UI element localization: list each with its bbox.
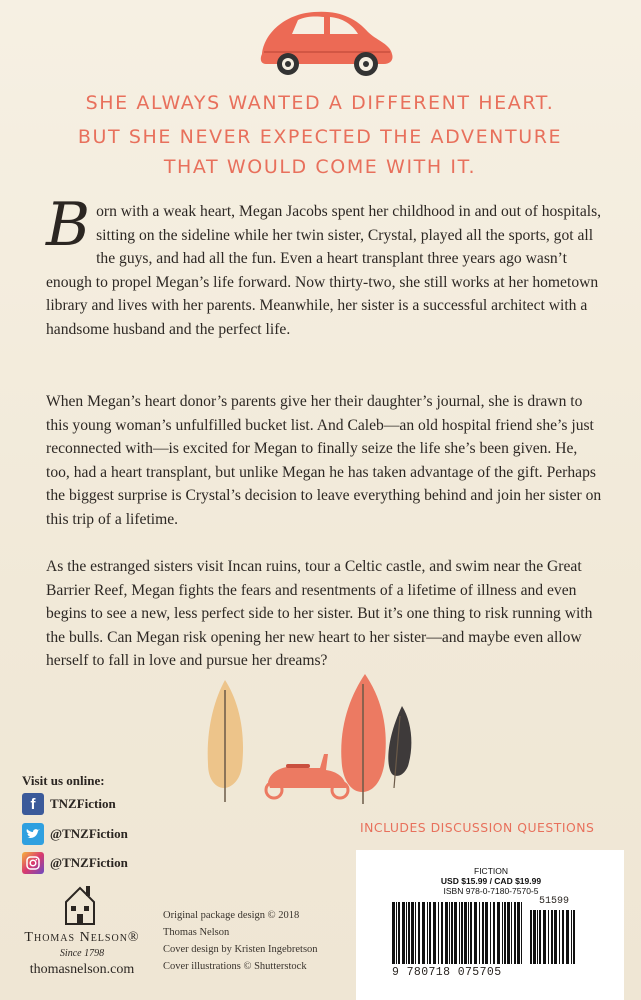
description-paragraph-2: When Megan’s heart donor’s parents give her their daughter’s journal, she is drawn to this young woman’s unfulfilled bucket list. And Caleb—an old hospital friend she’s just reconnected with—is excited for Megan to finally seize the life she’s been given. He, too, had a heart transplant, but unlike Megan he has taken advantage of the gift. Perhaps the biggest surprise is Crystal’s decision to leave everything behind and join her sister on this trip of a lifetime. [46,393,602,528]
barcode-bar [445,902,448,964]
instagram-icon [22,852,44,874]
barcode-bar [402,902,405,964]
trees-and-scooter-illustration [190,670,430,810]
barcode-bar [459,902,460,964]
barcode-bar [551,910,553,964]
barcode-bar [493,902,495,964]
barcode-bar [537,910,538,964]
barcode-bar [573,910,575,964]
description-paragraph-1 [46,190,602,342]
barcode-bar [474,902,477,964]
twitter-handle: @TNZFiction [50,826,128,841]
paragraph-1-text: orn with a weak heart, Megan Jacobs spent her childhood in and out of hospitals, sitting on the sideline while her twin sister, Crystal, played all the sports, got all the guys, and had all the fun. Even a heart transplant three years ago wasn’t enough to propel Megan’s life forward. Now thirty-two, she still works at her hometown library and lives with her parents. Meanwhile, her sister is a successful architect with a handsome husband and the perfect life. [46,203,602,338]
tagline-line-2: BUT SHE NEVER EXPECTED THE ADVENTURE [77,126,563,148]
barcode-bar [418,902,420,964]
barcode-bar [398,902,400,964]
facebook-link[interactable] [22,793,116,815]
twitter-icon [22,823,44,845]
credit-line-3: Cover design by Kristen Ingebretson [163,944,318,955]
isbn-barcode [392,902,522,964]
credit-line-1: Original package design © 2018 [163,910,300,921]
barcode-bar [548,910,549,964]
barcode-panel [356,850,624,1000]
price-addon-barcode [530,910,578,964]
barcode-bar [441,902,443,964]
barcode-bar [554,910,557,964]
barcode-bar [571,910,572,964]
barcode-bar [514,902,516,964]
barcode-bar [507,902,510,964]
drop-cap: B [46,190,91,260]
barcode-bar [461,902,463,964]
publisher-name: Thomas Nelson® [24,930,140,945]
barcode-bar [433,902,436,964]
barcode-bar [422,902,425,964]
barcode-bar [533,910,536,964]
thomas-nelson-logo [60,882,100,926]
barcode-bar [408,902,410,964]
barcode-bar [464,902,467,964]
discussion-questions-note: INCLUDES DISCUSSION QUESTIONS [360,820,595,835]
description-paragraph-3: As the estranged sisters visit Incan ruins, tour a Celtic castle, and swim near the Great Barrier Reef, Megan fights the fears and resentments of a lifetime of illness and even begins to see a new, less perfect side to her sister. But it’s one thing to risk running with the bulls. Can Megan risk opening her new heart to her sister—and maybe even allow herself to fall in love and pursue her dreams? [46,558,593,670]
barcode-bar [392,902,395,964]
isbn-label: ISBN 978-0-7180-7570-5 [443,886,539,896]
barcode-bar [566,910,569,964]
twitter-link[interactable] [22,823,128,845]
barcode-bar [485,902,488,964]
visit-us-label: Visit us online: [22,773,105,788]
credit-line-4: Cover illustrations © Shutterstock [163,961,307,972]
isbn-number: 9 780718 075705 [392,966,502,979]
barcode-bar [539,910,541,964]
barcode-bar [470,902,472,964]
barcode-bar [396,902,397,964]
barcode-bar [502,902,503,964]
facebook-handle: TNZFiction [50,796,116,811]
publisher-website[interactable]: thomasnelson.com [29,962,135,977]
tagline-line-3: THAT WOULD COME WITH IT. [163,156,477,178]
barcode-bar [406,902,407,964]
barcode-bar [468,902,469,964]
facebook-icon: f [22,793,44,815]
instagram-link[interactable] [22,852,128,874]
barcode-bar [479,902,480,964]
publisher-since: Since 1798 [59,948,105,959]
instagram-handle: @TNZFiction [50,855,128,870]
barcode-bar [449,902,450,964]
barcode-bar [517,902,520,964]
barcode-bar [497,902,500,964]
price-addon-number: 51599 [538,896,569,907]
barcode-bar [543,910,546,964]
barcode-bar [438,902,439,964]
barcode-bar [482,902,484,964]
barcode-bar [530,910,532,964]
barcode-bar [511,902,512,964]
barcode-bar [521,902,522,964]
barcode-bar [411,902,414,964]
genre-label: FICTION [474,866,508,876]
barcode-bar [415,902,416,964]
barcode-bar [454,902,457,964]
barcode-bar [451,902,453,964]
barcode-bar [490,902,491,964]
price-label: USD $15.99 / CAD $19.99 [440,876,542,886]
barcode-bar [427,902,428,964]
barcode-bar [562,910,564,964]
credit-line-2: Thomas Nelson [163,927,230,938]
car-illustration [244,4,400,82]
barcode-bar [429,902,431,964]
tagline-line-1: SHE ALWAYS WANTED A DIFFERENT HEART. [85,92,555,114]
barcode-bar [559,910,560,964]
barcode-bar [504,902,506,964]
